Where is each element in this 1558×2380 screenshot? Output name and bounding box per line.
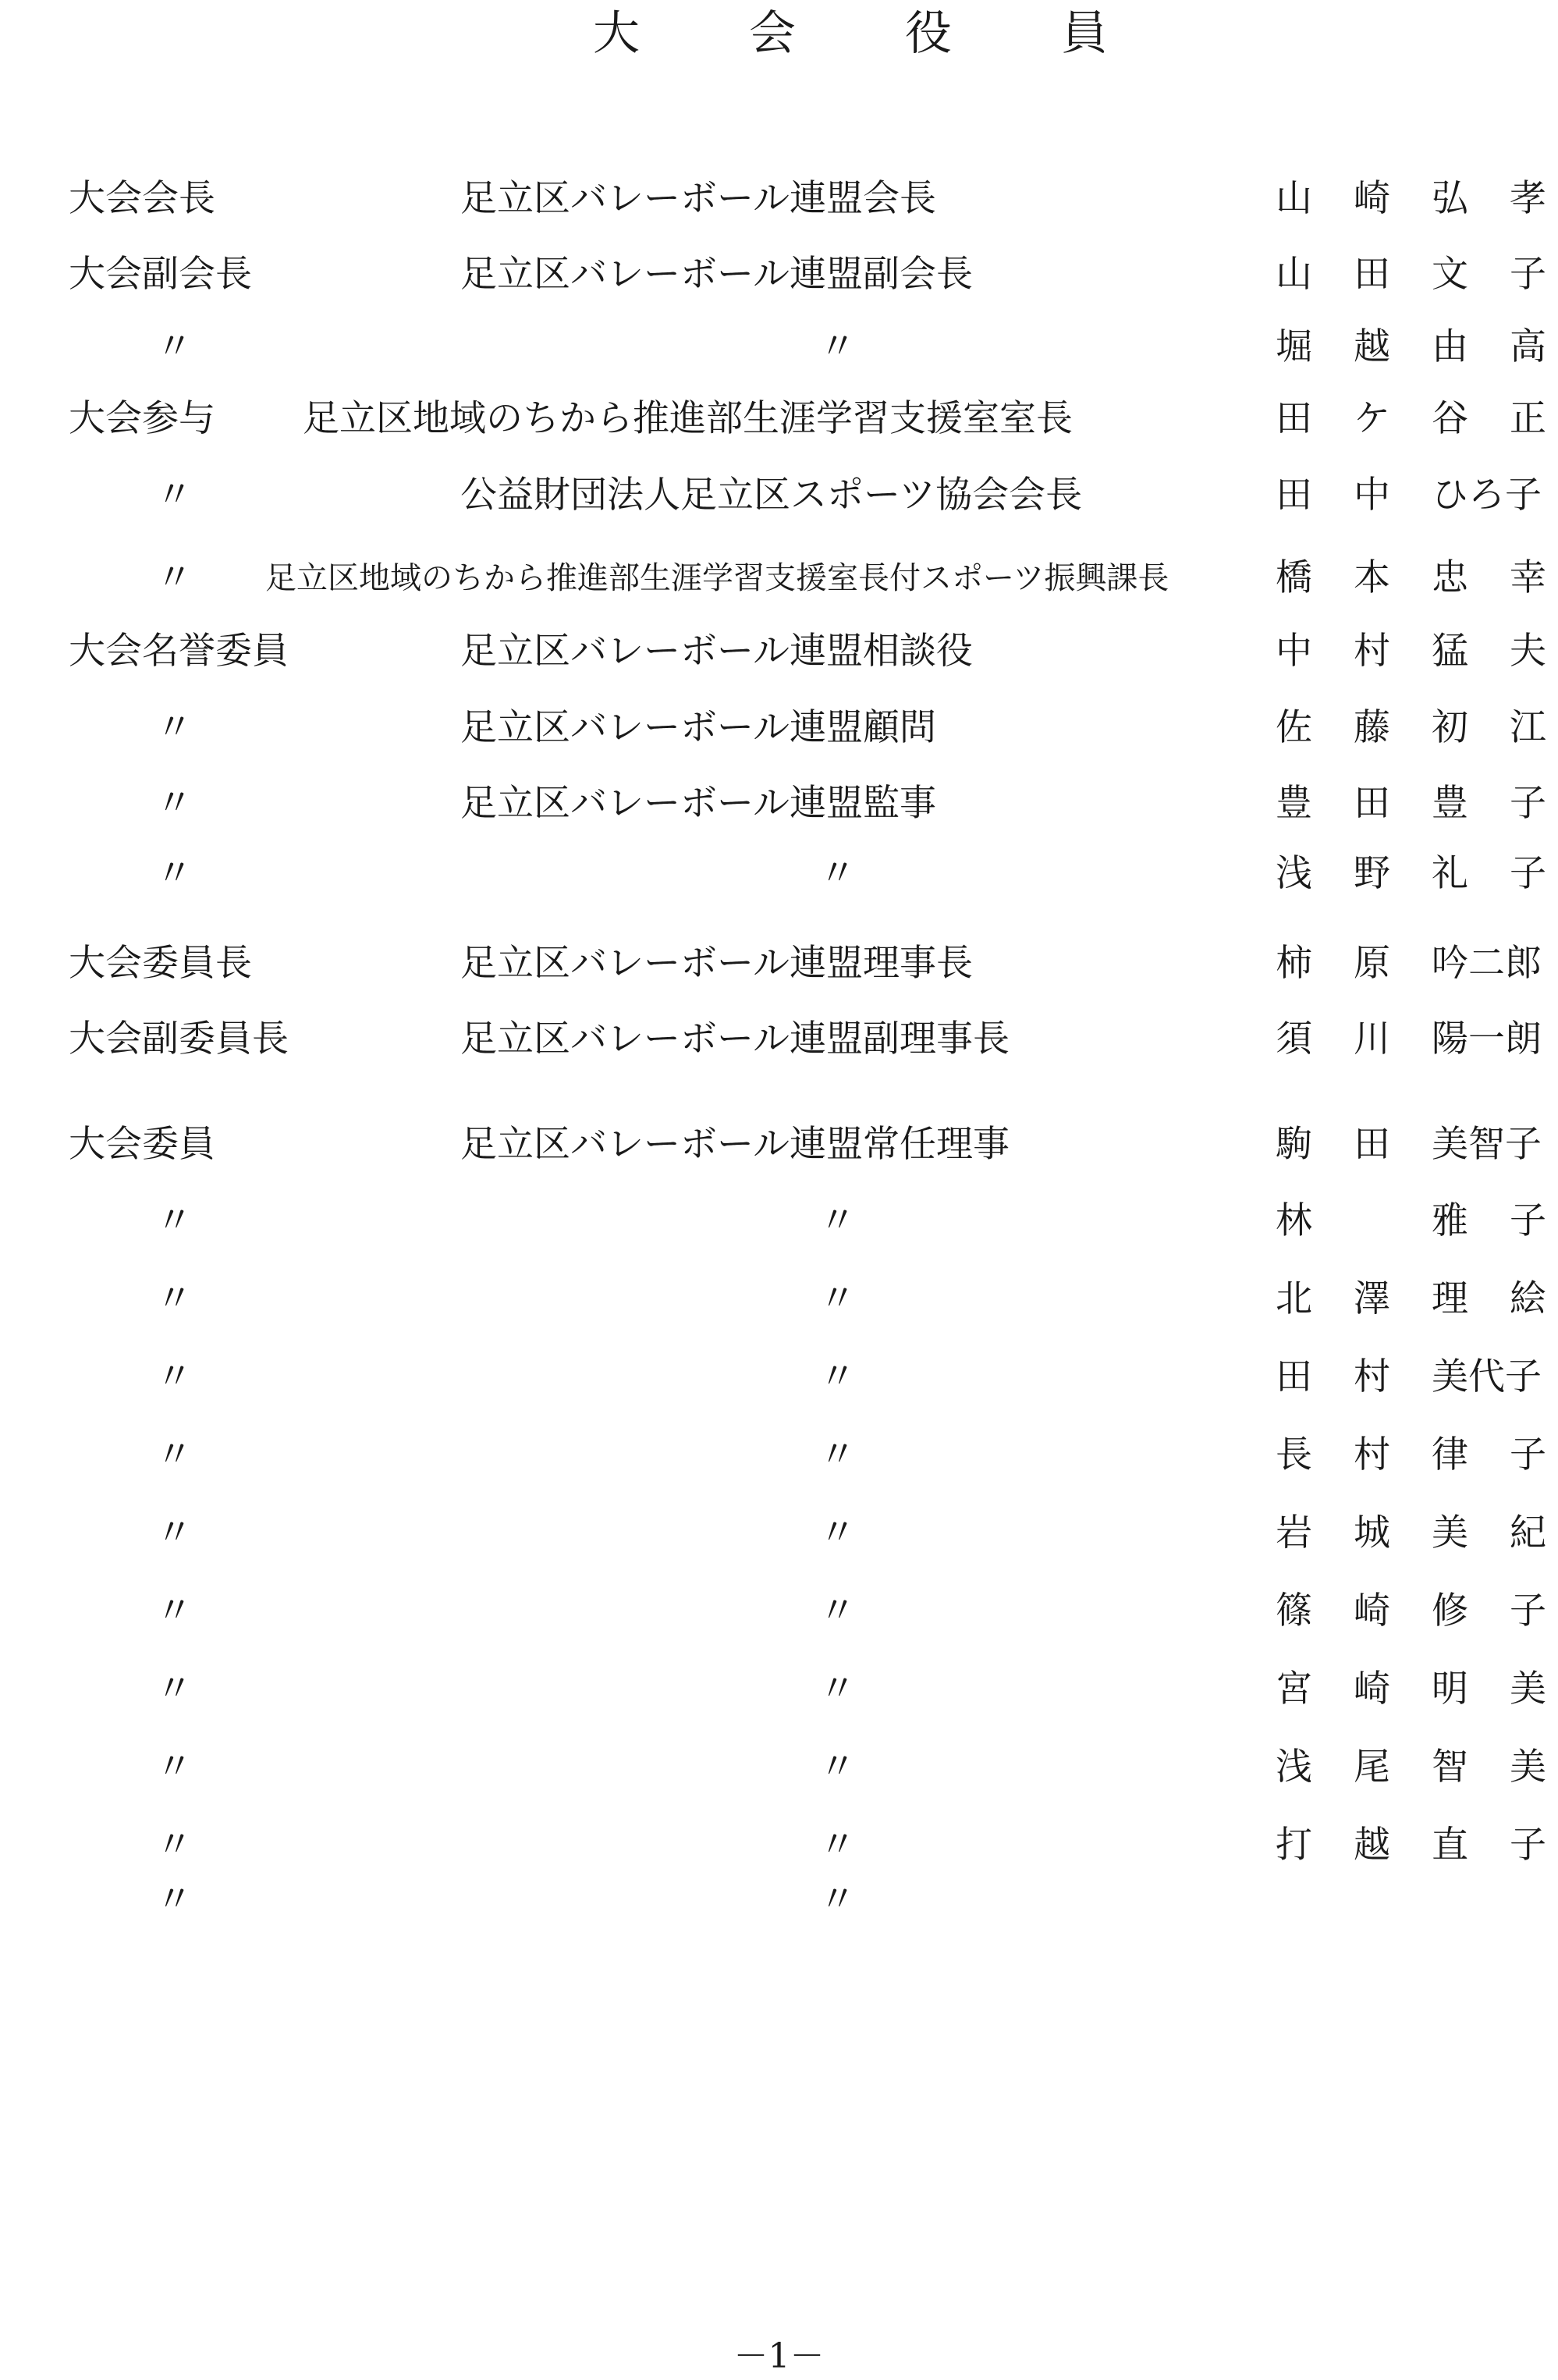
organization-title: 〃 xyxy=(819,325,856,368)
name-char: 堀 xyxy=(1276,325,1312,368)
roster-row xyxy=(0,1584,1558,1639)
name-char: 豊 xyxy=(1432,782,1468,825)
name-char: 田 xyxy=(1276,397,1312,440)
roster-row xyxy=(0,1428,1558,1483)
role-label: 〃 xyxy=(156,1277,193,1320)
name-char: 尾 xyxy=(1354,1746,1390,1789)
organization-title: 〃 xyxy=(819,1355,856,1398)
name-char: 村 xyxy=(1354,1355,1390,1398)
name-char: 打 xyxy=(1276,1824,1312,1867)
name-char: 豊 xyxy=(1276,782,1312,825)
organization-title: 足立区バレーボール連盟顧問 xyxy=(460,706,937,749)
name-char: 田 xyxy=(1354,253,1390,296)
name-char: 理 xyxy=(1432,1277,1468,1320)
name-char: ケ xyxy=(1354,397,1390,440)
role-label: 大会委員 xyxy=(69,1123,215,1166)
organization-title: 〃 xyxy=(819,1433,856,1476)
name-char: 川 xyxy=(1354,1018,1390,1060)
name-char: 中 xyxy=(1276,630,1312,673)
name-char: 林 xyxy=(1276,1199,1312,1242)
organization-title: 〃 xyxy=(819,1668,856,1710)
roster-row xyxy=(0,701,1558,755)
name-char: 篠 xyxy=(1276,1590,1312,1632)
role-label: 〃 xyxy=(156,782,193,825)
title-char: 員 xyxy=(1061,6,1108,61)
name-char: 田 xyxy=(1354,1123,1390,1166)
organization-title: 足立区バレーボール連盟副理事長 xyxy=(460,1018,1010,1060)
name-char: 原 xyxy=(1354,942,1390,985)
name-char: 弘 xyxy=(1432,177,1468,220)
role-label: 〃 xyxy=(156,706,193,749)
name-char: 修 xyxy=(1432,1590,1468,1632)
name-char: 浅 xyxy=(1276,1746,1312,1789)
name-char: 子 xyxy=(1510,1590,1546,1632)
organization-title: 〃 xyxy=(819,1746,856,1789)
name-char: 柿 xyxy=(1276,942,1312,985)
name-char: 律 xyxy=(1432,1433,1468,1476)
roster-row xyxy=(0,1662,1558,1717)
name-char: 村 xyxy=(1354,1433,1390,1476)
name-char: 谷 xyxy=(1432,397,1468,440)
role-label: 〃 xyxy=(156,1355,193,1398)
name-char: 宮 xyxy=(1276,1668,1312,1710)
roster-row xyxy=(0,551,1558,606)
name-char: 澤 xyxy=(1354,1277,1390,1320)
organization-title: 〃 xyxy=(819,1511,856,1554)
roster-row xyxy=(0,392,1558,446)
organization-title: 足立区バレーボール連盟会長 xyxy=(460,177,937,220)
name-char: 雅 xyxy=(1432,1199,1468,1242)
name-char: 子 xyxy=(1510,1433,1546,1476)
role-label: 大会委員長 xyxy=(69,942,252,985)
name-char: 礼 xyxy=(1432,852,1468,895)
name-char: 田 xyxy=(1276,474,1312,517)
name-char: 紀 xyxy=(1510,1511,1546,1554)
name-char: 越 xyxy=(1354,1824,1390,1867)
name-char: 文 xyxy=(1432,253,1468,296)
name-char: 美 xyxy=(1510,1746,1546,1789)
name-char: 夫 xyxy=(1510,630,1546,673)
role-label: 〃 xyxy=(156,474,193,517)
name-char: 初 xyxy=(1432,706,1468,749)
role-label: 大会参与 xyxy=(69,397,215,440)
role-label: 〃 xyxy=(156,1590,193,1632)
name-char: 岩 xyxy=(1276,1511,1312,1554)
organization-title: 足立区バレーボール連盟相談役 xyxy=(460,630,974,673)
organization-title: 足立区地域のちから推進部生涯学習支援室長付スポーツ振興課長 xyxy=(265,560,1169,596)
page-number: －1－ xyxy=(733,2336,825,2376)
roster-row xyxy=(0,776,1558,831)
name-char: ひろ子 xyxy=(1432,474,1542,517)
name-char: 子 xyxy=(1510,1824,1546,1867)
role-label: 〃 xyxy=(156,852,193,895)
name-char: 孝 xyxy=(1510,177,1546,220)
roster-row xyxy=(0,172,1558,226)
role-label: 大会副会長 xyxy=(69,253,252,296)
name-char: 駒 xyxy=(1276,1123,1312,1166)
organization-title: 〃 xyxy=(819,1277,856,1320)
role-label: 大会副委員長 xyxy=(69,1018,289,1060)
roster-row xyxy=(0,1272,1558,1327)
roster-row xyxy=(0,936,1558,991)
organization-title: 足立区バレーボール連盟常任理事 xyxy=(460,1123,1010,1166)
roster-row xyxy=(0,247,1558,302)
roster-row xyxy=(0,847,1558,901)
name-char: 本 xyxy=(1354,556,1390,599)
name-char: 絵 xyxy=(1510,1277,1546,1320)
organization-title: 〃 xyxy=(819,1878,856,1921)
name-char: 明 xyxy=(1432,1668,1468,1710)
name-char: 田 xyxy=(1354,782,1390,825)
role-label: 〃 xyxy=(156,1668,193,1710)
roster-row xyxy=(0,1740,1558,1795)
name-char: 美 xyxy=(1510,1668,1546,1710)
organization-title: 公益財団法人足立区スポーツ協会会長 xyxy=(460,474,1083,517)
name-char: 浅 xyxy=(1276,852,1312,895)
name-char: 正 xyxy=(1510,397,1546,440)
name-char: 須 xyxy=(1276,1018,1312,1060)
name-char: 村 xyxy=(1354,630,1390,673)
roster-row xyxy=(0,1194,1558,1249)
name-char: 中 xyxy=(1354,474,1390,517)
roster-row xyxy=(0,1117,1558,1172)
name-char: 城 xyxy=(1354,1511,1390,1554)
name-char: 美代子 xyxy=(1432,1355,1542,1398)
role-label: 〃 xyxy=(156,1746,193,1789)
name-char: 田 xyxy=(1276,1355,1312,1398)
name-char: 長 xyxy=(1276,1433,1312,1476)
name-char: 橋 xyxy=(1276,556,1312,599)
name-char: 陽一朗 xyxy=(1432,1018,1542,1060)
organization-title: 足立区バレーボール連盟理事長 xyxy=(460,942,974,985)
organization-title: 足立区バレーボール連盟監事 xyxy=(460,782,937,825)
name-char: 美智子 xyxy=(1432,1123,1542,1166)
name-char: 子 xyxy=(1510,782,1546,825)
name-char: 山 xyxy=(1276,177,1312,220)
roster-row xyxy=(0,1506,1558,1561)
organization-title: 〃 xyxy=(819,1199,856,1242)
roster-row xyxy=(0,624,1558,679)
organization-title: 足立区地域のちから推進部生涯学習支援室室長 xyxy=(303,397,1073,440)
name-char: 子 xyxy=(1510,1199,1546,1242)
name-char: 高 xyxy=(1510,325,1546,368)
name-char: 佐 xyxy=(1276,706,1312,749)
roster-row xyxy=(0,1818,1558,1873)
organization-title: 足立区バレーボール連盟副会長 xyxy=(460,253,974,296)
name-char: 由 xyxy=(1432,325,1468,368)
organization-title: 〃 xyxy=(819,1590,856,1632)
role-label: 〃 xyxy=(156,1511,193,1554)
name-char: 野 xyxy=(1354,852,1390,895)
roster-row xyxy=(0,320,1558,375)
name-char: 直 xyxy=(1432,1824,1468,1867)
roster-row xyxy=(0,1350,1558,1405)
organization-title: 〃 xyxy=(819,852,856,895)
role-label: 〃 xyxy=(156,556,193,599)
role-label: 〃 xyxy=(156,1433,193,1476)
organization-title: 〃 xyxy=(819,1824,856,1867)
name-char: 美 xyxy=(1432,1511,1468,1554)
title-char: 大 xyxy=(593,6,640,61)
name-char: 吟二郎 xyxy=(1432,942,1542,985)
title-char: 会 xyxy=(749,6,796,61)
name-char: 忠 xyxy=(1432,556,1468,599)
name-char: 越 xyxy=(1354,325,1390,368)
title-char: 役 xyxy=(905,6,952,61)
name-char: 山 xyxy=(1276,253,1312,296)
role-label: 〃 xyxy=(156,325,193,368)
roster-row xyxy=(0,468,1558,523)
name-char: 崎 xyxy=(1354,1668,1390,1710)
name-char: 智 xyxy=(1432,1746,1468,1789)
roster-row xyxy=(0,1012,1558,1067)
name-char: 北 xyxy=(1276,1277,1312,1320)
name-char: 崎 xyxy=(1354,177,1390,220)
name-char: 江 xyxy=(1510,706,1546,749)
role-label: 大会名誉委員 xyxy=(69,630,289,673)
role-label: 〃 xyxy=(156,1824,193,1867)
name-char: 崎 xyxy=(1354,1590,1390,1632)
name-char: 藤 xyxy=(1354,706,1390,749)
name-char: 子 xyxy=(1510,253,1546,296)
roster-row xyxy=(0,1873,1558,1927)
name-char: 子 xyxy=(1510,852,1546,895)
name-char: 猛 xyxy=(1432,630,1468,673)
role-label: 〃 xyxy=(156,1199,193,1242)
name-char: 幸 xyxy=(1510,556,1546,599)
role-label: 大会会長 xyxy=(69,177,215,220)
role-label: 〃 xyxy=(156,1878,193,1921)
